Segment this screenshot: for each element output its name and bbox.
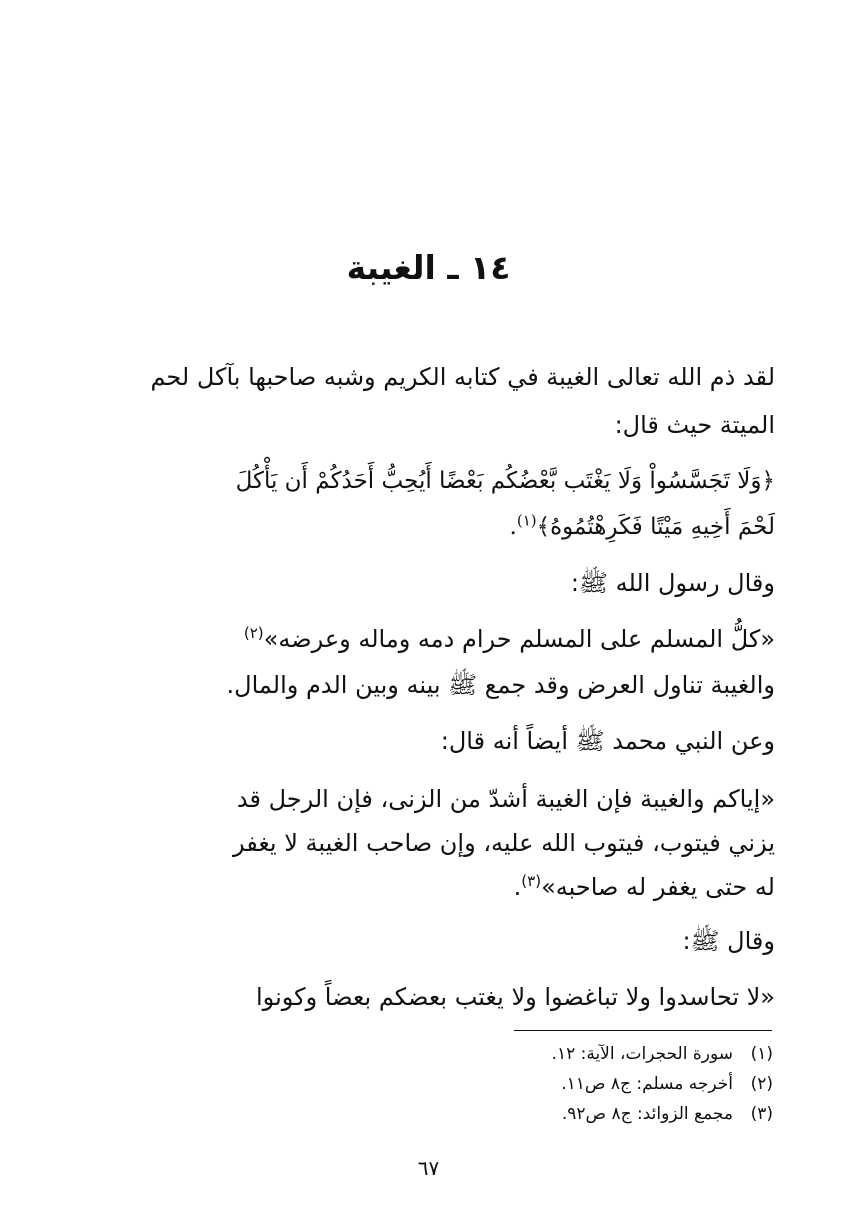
hadith-3-line-1: «لا تحاسدوا ولا تباغضوا ولا يغتب بعضكم بعضاً وكونوا xyxy=(256,983,775,1011)
footnote-ref-2: (٢) xyxy=(243,624,264,642)
footnote-number: (٣) xyxy=(750,1104,773,1124)
footnote-ref-1: (١) xyxy=(516,511,537,530)
hadith-end-punct: . xyxy=(513,873,522,901)
hadith-2-line-3 xyxy=(83,864,775,910)
page-number: ٦٧ xyxy=(417,1156,440,1180)
footnote-separator xyxy=(514,1030,772,1031)
footnote-item xyxy=(561,1072,773,1096)
hadith-2-line-1: «إياكم والغيبة فإن الغيبة أشدّ من الزنى، فإن الرجل قد xyxy=(236,785,775,813)
hadith-2-line-2: يزني فيتوب، فيتوب الله عليه، وإن صاحب الغيبة لا يغفر xyxy=(232,829,775,857)
footnote-number: (٢) xyxy=(750,1074,773,1094)
footnote-text: مجمع الزوائد: ج٨ ص٩٢. xyxy=(561,1104,733,1124)
intro-line-1: لقد ذم الله تعالى الغيبة في كتابه الكريم وشبه صاحبها بآكل لحم xyxy=(150,363,775,391)
footnote-item xyxy=(562,1102,773,1126)
footnote-text: أخرجه مسلم: ج٨ ص١١. xyxy=(561,1074,733,1094)
footnote-text: سورة الحجرات، الآية: ١٢. xyxy=(551,1044,733,1064)
intro-line-2: الميتة حيث قال: xyxy=(614,411,775,439)
footnote-number: (١) xyxy=(750,1044,773,1064)
quran-verse-text: لَحْمَ أَخِيهِ مَيْتًا فَكَرِهْتُمُوهُ﴾ xyxy=(536,514,775,540)
statement-line: وعن النبي محمد ﷺ أيضاً أنه قال: xyxy=(440,727,775,755)
quran-verse-line-2 xyxy=(83,504,775,550)
hadith-1-line-1 xyxy=(83,616,775,662)
hadith-1-line-2: والغيبة تناول العرض وقد جمع ﷺ بينه وبين الدم والمال. xyxy=(226,671,775,699)
footnote-item xyxy=(552,1042,773,1066)
hadith-1-text: «كلُّ المسلم على المسلم حرام دمه وماله وعرضه» xyxy=(263,625,775,653)
footnote-ref-3: (٣) xyxy=(521,872,542,890)
verse-end-punct: . xyxy=(509,514,517,540)
statement-line: وقال رسول الله ﷺ: xyxy=(570,569,775,597)
hadith-2-text: له حتى يغفر له صاحبه» xyxy=(541,873,775,901)
statement-line: وقال ﷺ: xyxy=(682,927,775,955)
chapter-title: ١٤ ـ الغيبة xyxy=(346,248,511,287)
quran-verse-line-1: ﴿وَلَا تَجَسَّسُواْ وَلَا يَغْتَب بَّعْضُكُم بَعْضًا أَيُحِبُّ أَحَدُكُمْ أَن يَأْكُلَ xyxy=(235,468,775,494)
